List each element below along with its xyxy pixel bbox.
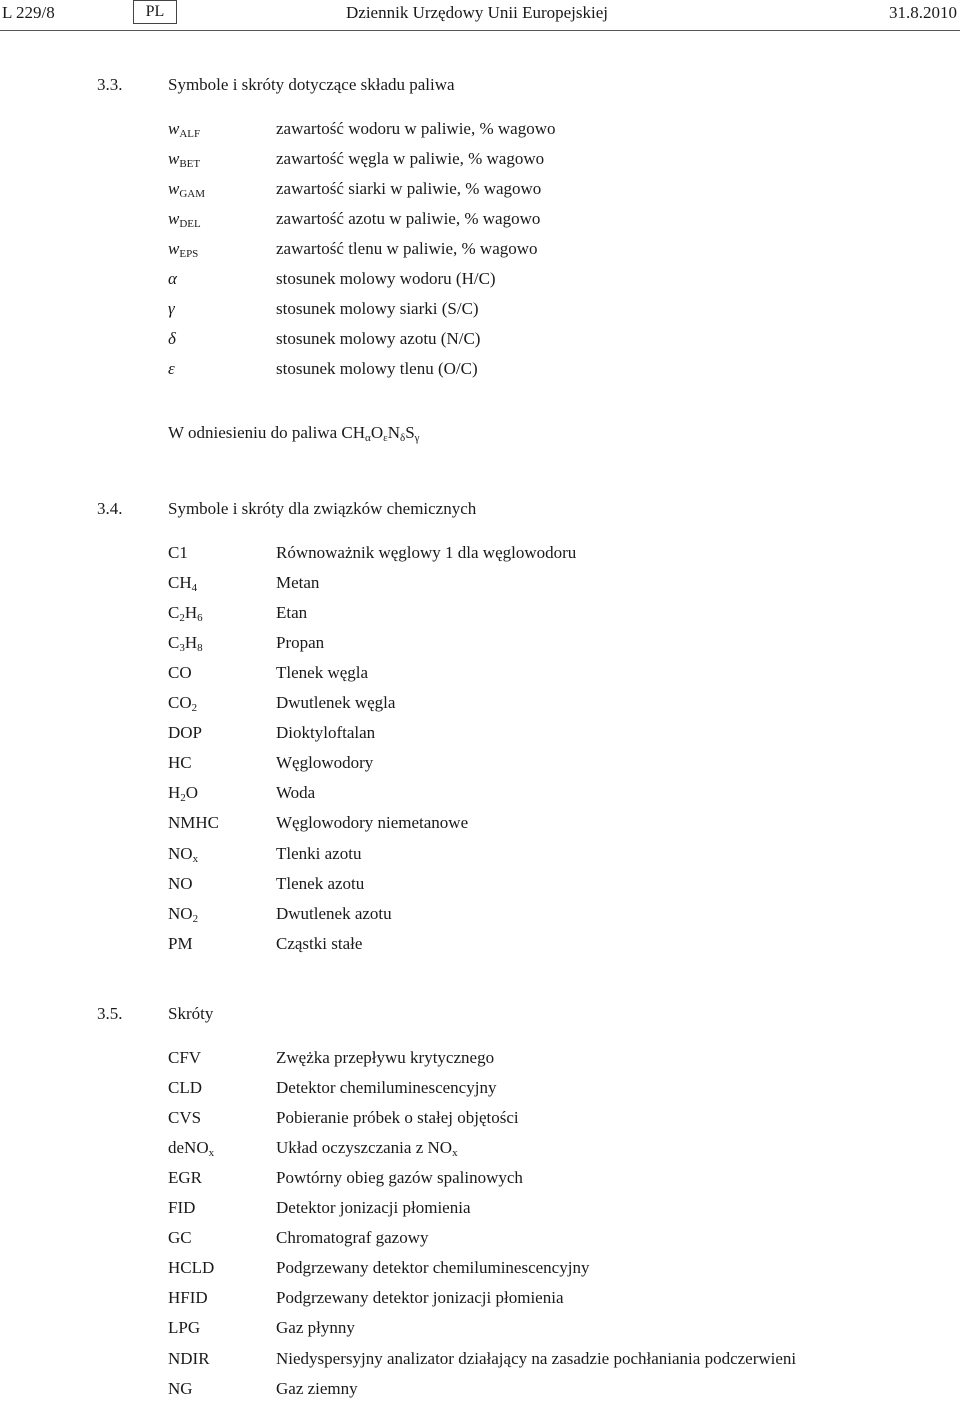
section-number: 3.3. [97, 75, 123, 94]
symbol: $C_2H_6$ [168, 603, 203, 625]
list-item [0, 268, 960, 298]
symbol: HC [168, 753, 192, 773]
list-item [0, 933, 960, 963]
description: zawartość tlenu w paliwie, % wagowo [276, 239, 538, 259]
description: Woda [276, 783, 316, 803]
symbol: $w_{DEL}$ [168, 209, 201, 231]
symbol: γ [168, 299, 175, 319]
description: Tlenek azotu [276, 873, 365, 893]
page-header [0, 0, 960, 30]
description: Węglowodory niemetanowe [276, 813, 469, 833]
language-badge: PL [133, 0, 177, 24]
list-item [0, 148, 960, 178]
description: Niedyspersyjny analizator działający na zasadzie pochłaniania podczerwieni [276, 1348, 797, 1368]
abbreviation: HCLD [168, 1258, 215, 1278]
symbol: $CH_4$ [168, 573, 198, 595]
abbreviation: CLD [168, 1078, 202, 1098]
description: Etan [276, 603, 308, 623]
abbreviation: NDIR [168, 1348, 210, 1368]
description: Węglowodory [276, 753, 374, 773]
description: Gaz ziemny [276, 1378, 358, 1398]
symbol: α [168, 269, 177, 289]
abbreviation: EGR [168, 1168, 202, 1188]
description: Chromatograf gazowy [276, 1228, 429, 1248]
description: zawartość siarki w paliwie, % wagowo [276, 179, 542, 199]
list-item [0, 1317, 960, 1347]
description: Propan [276, 633, 325, 653]
symbol: δ [168, 329, 176, 349]
symbol: $w_{GAM}$ [168, 179, 206, 201]
symbol: $w_{BET}$ [168, 149, 201, 171]
description: zawartość azotu w paliwie, % wagowo [276, 209, 541, 229]
list-item [0, 662, 960, 692]
description: Tlenek węgla [276, 663, 369, 683]
fuel-formula-note: W odniesieniu do paliwa $CH_\alpha O_\varepsilon N_\delta S_\gamma$ [168, 423, 420, 444]
list-item [0, 1107, 960, 1137]
description: stosunek molowy tlenu (O/C) [276, 359, 478, 379]
symbol: ε [168, 359, 175, 379]
description: Zwężka przepływu krytycznego [276, 1048, 495, 1067]
symbol: $NO_2$ [168, 903, 199, 925]
description: Pobieranie próbek o stałej objętości [276, 1108, 519, 1128]
list-item [0, 602, 960, 632]
list-item [0, 692, 960, 722]
list-item [0, 632, 960, 662]
abbreviation: FID [168, 1198, 196, 1218]
list-item [0, 782, 960, 812]
page-number: L 229/8 [2, 3, 55, 22]
symbol: $w_{ALF}$ [168, 119, 201, 140]
symbol: $C_3H_8$ [168, 633, 203, 655]
list-item [0, 1227, 960, 1257]
header-divider [0, 30, 960, 31]
description: zawartość wodoru w paliwie, % wagowo [276, 119, 556, 138]
list-item [0, 752, 960, 782]
symbol: DOP [168, 723, 203, 743]
abbreviation: NG [168, 1378, 193, 1398]
list-item [0, 1047, 960, 1077]
list-item [0, 812, 960, 842]
list-item [0, 328, 960, 358]
section-title: Symbole i skróty dotyczące składu paliwa [168, 75, 455, 94]
description: Układ oczyszczania z $NO_x$ [276, 1138, 458, 1160]
section-number: 3.4. [97, 499, 123, 518]
description: Detektor jonizacji płomienia [276, 1198, 471, 1218]
list-item [0, 873, 960, 903]
list-item [0, 118, 960, 148]
abbreviation: deNO$_x$ [168, 1138, 215, 1160]
description: Cząstki stałe [276, 933, 363, 953]
abbreviation: LPG [168, 1318, 201, 1338]
abbreviation: HFID [168, 1288, 208, 1308]
list-item [0, 1348, 960, 1378]
description: Podgrzewany detektor jonizacji płomienia [276, 1288, 564, 1308]
list-item [0, 1197, 960, 1227]
list-item [0, 178, 960, 208]
description: Gaz płynny [276, 1318, 355, 1338]
description: Podgrzewany detektor chemiluminescencyjny [276, 1258, 590, 1278]
description: stosunek molowy azotu (N/C) [276, 329, 481, 349]
journal-title: Dziennik Urzędowy Unii Europejskiej [346, 3, 609, 22]
description: Metan [276, 573, 320, 593]
description: Dioktyloftalan [276, 723, 376, 743]
list-item [0, 903, 960, 933]
symbol: C1 [168, 543, 188, 562]
list-item [0, 572, 960, 602]
description: Równoważnik węglowy 1 dla węglowodoru [276, 543, 577, 562]
list-item [0, 542, 960, 572]
description: Dwutlenek węgla [276, 693, 396, 713]
list-item [0, 358, 960, 388]
section-title: Symbole i skróty dla związków chemicznych [168, 499, 477, 518]
section-title: Skróty [168, 1004, 214, 1023]
description: Tlenki azotu [276, 843, 362, 863]
description: Dwutlenek azotu [276, 903, 392, 923]
list-item [0, 1378, 960, 1408]
symbol: NMHC [168, 813, 220, 833]
symbol: $CO_2$ [168, 693, 198, 715]
abbreviation: GC [168, 1228, 192, 1248]
symbol: $w_{EPS}$ [168, 239, 199, 261]
symbol: NO [168, 873, 193, 893]
list-item [0, 722, 960, 752]
symbol: $NO_x$ [168, 843, 199, 865]
section-number: 3.5. [97, 1004, 123, 1023]
list-item [0, 238, 960, 268]
list-item [0, 1257, 960, 1287]
symbol: $H_2O$ [168, 783, 199, 805]
abbreviation: CVS [168, 1108, 202, 1128]
list-item [0, 1077, 960, 1107]
list-item [0, 208, 960, 238]
list-item [0, 298, 960, 328]
description: Powtórny obieg gazów spalinowych [276, 1168, 523, 1188]
description: stosunek molowy siarki (S/C) [276, 299, 479, 319]
publication-date: 31.8.2010 [889, 3, 957, 22]
description: Detektor chemiluminescencyjny [276, 1078, 497, 1098]
list-item [0, 1167, 960, 1197]
description: stosunek molowy wodoru (H/C) [276, 269, 496, 289]
list-item [0, 1287, 960, 1317]
symbol: CO [168, 663, 192, 683]
list-item [0, 1137, 960, 1167]
list-item [0, 843, 960, 873]
description: zawartość węgla w paliwie, % wagowo [276, 149, 545, 169]
abbreviation: CFV [168, 1048, 202, 1067]
symbol: PM [168, 933, 193, 953]
